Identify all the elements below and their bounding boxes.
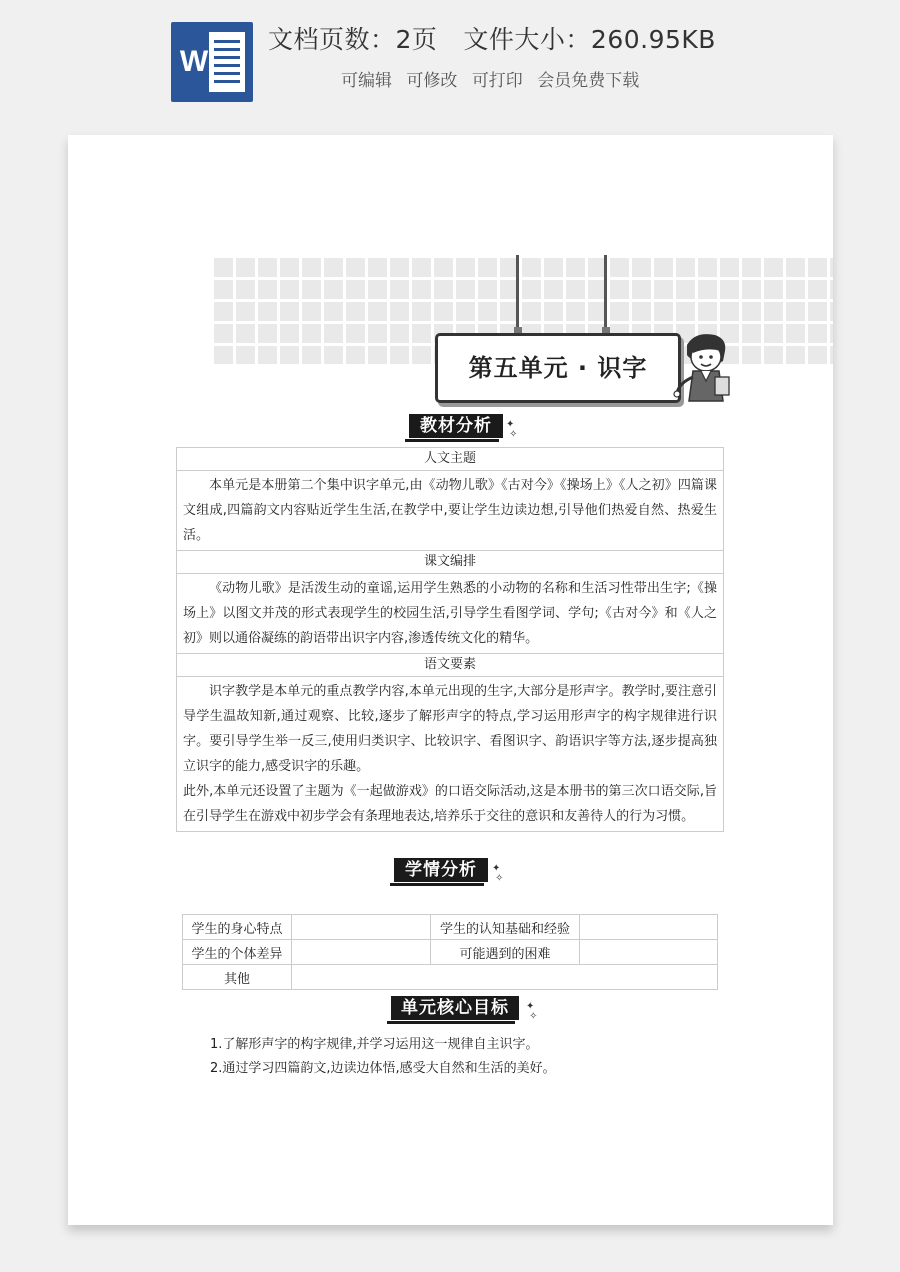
file-size: 文件大小：260.95KB [463,25,716,54]
document-info-bar [0,0,900,118]
unit-title-sign [435,333,681,403]
document-features [341,66,648,91]
sparkle-icon: ✦ ✧ [526,1001,538,1022]
sparkle-icon: ✦ ✧ [506,419,518,440]
value-individual-differences[interactable] [292,940,431,965]
value-possible-difficulties[interactable] [580,940,718,965]
section-badge-learner-analysis: 学情分析 [394,858,488,882]
word-logo-letter: W [179,45,209,78]
document-stats [268,20,716,56]
language-elements-extra-paragraph: 此外,本单元还设置了主题为《一起做游戏》的口语交际活动,这是本册书的第三次口语交际,旨在引导学生在游戏中初步学会有条理地表达,培养乐于交往的意识和友善待人的行为习惯。 [183,784,717,824]
table-heading-humanistic-theme: 人文主题 [177,448,724,471]
word-document-icon [171,22,253,102]
page-count: 文档页数：2页 [268,25,438,54]
textbook-analysis-table [176,447,724,832]
table-cell-lesson-arrangement: 《动物儿歌》是活泼生动的童谣,运用学生熟悉的小动物的名称和生活习性带出生字;《操场上》以图文并茂的形式表现学生的校园生活,引导学生看图学词、学句;《古对今》和《人之初》则以通俗凝练的韵语带出识字内容,渗透传统文化的精华。 [177,574,724,654]
label-other: 其他 [183,965,292,990]
label-cognitive-basis: 学生的认知基础和经验 [431,915,580,940]
table-cell-humanistic-theme: 本单元是本册第二个集中识字单元,由《动物儿歌》《古对今》《操场上》《人之初》四篇课文组成,四篇韵文内容贴近学生生活,在教学中,要让学生边读边想,引导他们热爱自然、热爱生活。 [177,471,724,551]
hanging-rope-left [516,255,519,333]
table-cell-language-elements [177,677,724,832]
cartoon-boy-icon [673,331,739,403]
label-physical-mental-traits: 学生的身心特点 [183,915,292,940]
hanging-rope-right [604,255,607,333]
table-heading-language-elements: 语文要素 [177,654,724,677]
value-physical-mental-traits[interactable] [292,915,431,940]
section-badge-unit-core-goals: 单元核心目标 [391,996,519,1020]
sparkle-icon: ✦ ✧ [492,863,504,884]
section-badge-textbook-analysis: 教材分析 [409,414,503,438]
feature-modifiable: 可修改 [406,71,458,91]
goal-item: 2.通过学习四篇韵文,边读边体悟,感受大自然和生活的美好。 [210,1061,556,1076]
label-individual-differences: 学生的个体差异 [183,940,292,965]
feature-member-download[interactable]: 会员免费下载 [537,71,640,91]
learner-analysis-table [182,914,718,990]
goal-item: 1.了解形声字的构字规律,并学习运用这一规律自主识字。 [210,1037,539,1052]
table-heading-lesson-arrangement: 课文编排 [177,551,724,574]
unit-title: 第五单元 · 识字 [468,354,648,382]
label-possible-difficulties: 可能遇到的困难 [431,940,580,965]
value-other[interactable] [292,965,718,990]
unit-goals-list [210,1033,556,1081]
language-elements-paragraph: 识字教学是本单元的重点教学内容,本单元出现的生字,大部分是形声字。教学时,要注意引导学生温故知新,通过观察、比较,逐步了解形声字的特点,学习运用形声字的构字规律进行识字。要引导学生举一反三,使用归类识字、比较识字、看图识字、韵语识字等方法,逐步提高独立识字的能力,感受识字的乐趣。 [183,684,717,774]
feature-printable: 可打印 [471,71,523,91]
value-cognitive-basis[interactable] [580,915,718,940]
feature-editable: 可编辑 [341,71,392,91]
document-page [68,135,833,1225]
